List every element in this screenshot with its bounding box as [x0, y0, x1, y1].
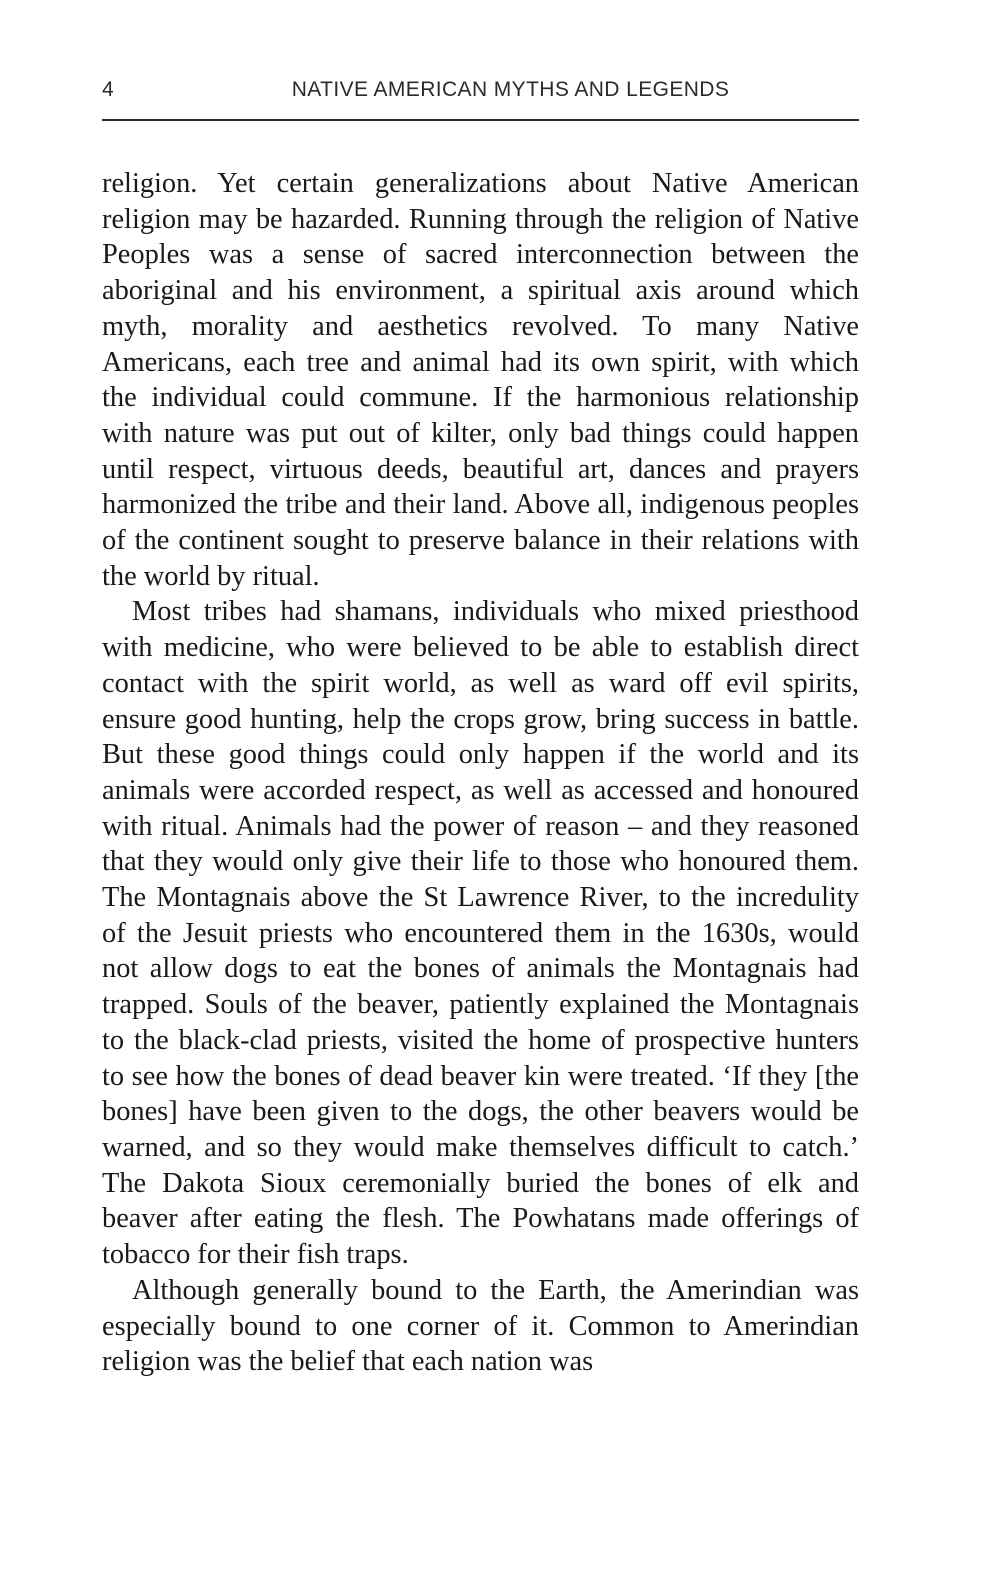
page-number: 4: [102, 78, 115, 101]
paragraph: Most tribes had shamans, individuals who mixed priesthood with medicine, who were believed to be able to establish direct contact with the spirit world, as well as ward off evil spirits, ensure good hunting, help the crops grow, bring success in battle. But these good things could only happen if the world and its animals were accorded respect, as well as accessed and honoured with ritual. Animals had the power of reason – and they reasoned that they would only give their life to those who honoured them. The Montagnais above the St Lawrence River, to the incredulity of the Jesuit priests who encountered them in the 1630s, would not allow dogs to eat the bones of animals the Montagnais had trapped. Souls of the beaver, patiently explained the Montagnais to the black-clad priests, visited the home of prospective hunters to see how the bones of dead beaver kin were treated. ‘If they [the bones] have been given to the dogs, the other beavers would be warned, and so they would make themselves difficult to catch.’ The Dakota Sioux ceremonially buried the bones of elk and beaver after eating the flesh. The Powhatans made offerings of tobacco for their fish traps.: [102, 596, 859, 1271]
running-title: NATIVE AMERICAN MYTHS AND LEGENDS: [291, 78, 730, 101]
body-text: [102, 166, 859, 1380]
header-rule: [102, 119, 859, 121]
paragraph: religion. Yet certain generalizations about Native American religion may be hazarded. Running through the religion of Native Peoples was a sense of sacred interconnection between the aboriginal and his environment, a spiritual axis around which myth, morality and aesthetics revolved. To many Native Americans, each tree and animal had its own spirit, with which the individual could commune. If the harmonious relationship with nature was put out of kilter, only bad things could happen until respect, virtuous deeds, beautiful art, dances and prayers harmonized the tribe and their land. Above all, indigenous peoples of the continent sought to preserve balance in their relations with the world by ritual.: [102, 168, 859, 592]
page-header: [102, 78, 859, 110]
paragraph: Although generally bound to the Earth, the Amerindian was especially bound to one corner of it. Common to Amerindian religion was the belief that each nation was: [102, 1274, 859, 1378]
